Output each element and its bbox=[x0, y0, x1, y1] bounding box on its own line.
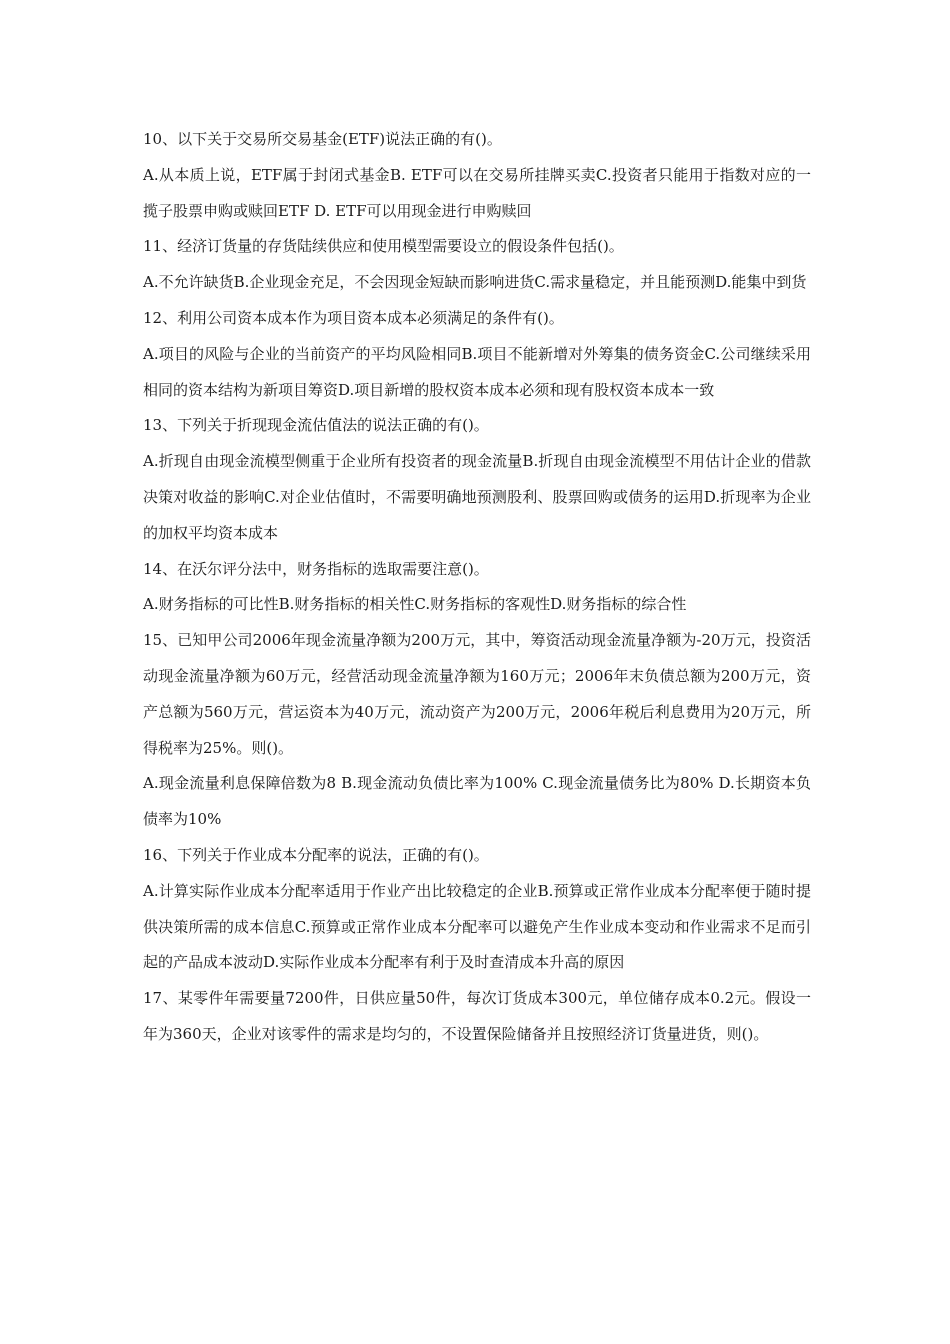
question-10-options: A.从本质上说，ETF属于封闭式基金B. ETF可以在交易所挂牌买卖C.投资者只能用于指数对应的一揽子股票申购或赎回ETF D. ETF可以用现金进行申购赎回 bbox=[143, 165, 811, 220]
question-16-options: A.计算实际作业成本分配率适用于作业产出比较稳定的企业B.预算或正常作业成本分配率便于随时提供决策所需的成本信息C.预算或正常作业成本分配率可以避免产生作业成本变动和作业需求不足而引起的产品成本波动D.实际作业成本分配率有利于及时查清成本升高的原因 bbox=[143, 881, 811, 972]
question-17-stem: 17、某零件年需要量7200件，日供应量50件，每次订货成本300元，单位储存成本0.2元。假设一年为360天，企业对该零件的需求是均匀的，不设置保险储备并且按照经济订货量进货，则()。 bbox=[143, 989, 811, 1043]
question-15-stem: 15、已知甲公司2006年现金流量净额为200万元，其中，筹资活动现金流量净额为-20万元，投资活动现金流量净额为60万元，经营活动现金流量净额为160万元；2006年末负债总额为200万元，资产总额为560万元，营运资本为40万元，流动资产为200万元，2006年税后利息费用为20万元，所得税率为25%。则()。 bbox=[143, 631, 811, 757]
question-16-stem: 16、下列关于作业成本分配率的说法，正确的有()。 bbox=[143, 845, 489, 864]
question-13-options: A.折现自由现金流模型侧重于企业所有投资者的现金流量B.折现自由现金流模型不用估计企业的借款决策对收益的影响C.对企业估值时，不需要明确地预测股利、股票回购或债务的运用D.折现率为企业的加权平均资本成本 bbox=[143, 452, 811, 542]
question-13-stem: 13、下列关于折现现金流估值法的说法正确的有()。 bbox=[143, 416, 489, 435]
question-12-options: A.项目的风险与企业的当前资产的平均风险相同B.项目不能新增对外筹集的债务资金C.公司继续采用相同的资本结构为新项目筹资D.项目新增的股权资本成本必须和现有股权资本成本一致 bbox=[143, 344, 811, 399]
question-12-stem: 12、利用公司资本成本作为项目资本成本必须满足的条件有()。 bbox=[143, 308, 564, 327]
question-10-stem: 10、以下关于交易所交易基金(ETF)说法正确的有()。 bbox=[143, 130, 502, 148]
document-body bbox=[143, 122, 811, 1053]
question-14-stem: 14、在沃尔评分法中，财务指标的选取需要注意()。 bbox=[143, 559, 489, 578]
question-14-options: A.财务指标的可比性B.财务指标的相关性C.财务指标的客观性D.财务指标的综合性 bbox=[143, 595, 687, 614]
question-11-options: A.不允许缺货B.企业现金充足，不会因现金短缺而影响进货C.需求量稳定，并且能预测D.能集中到货 bbox=[143, 273, 807, 292]
question-15-options: A.现金流量利息保障倍数为8 B.现金流动负债比率为100% C.现金流量债务比为80% D.长期资本负债率为10% bbox=[143, 774, 811, 829]
question-11-stem: 11、经济订货量的存货陆续供应和使用模型需要设立的假设条件包括()。 bbox=[143, 237, 624, 256]
